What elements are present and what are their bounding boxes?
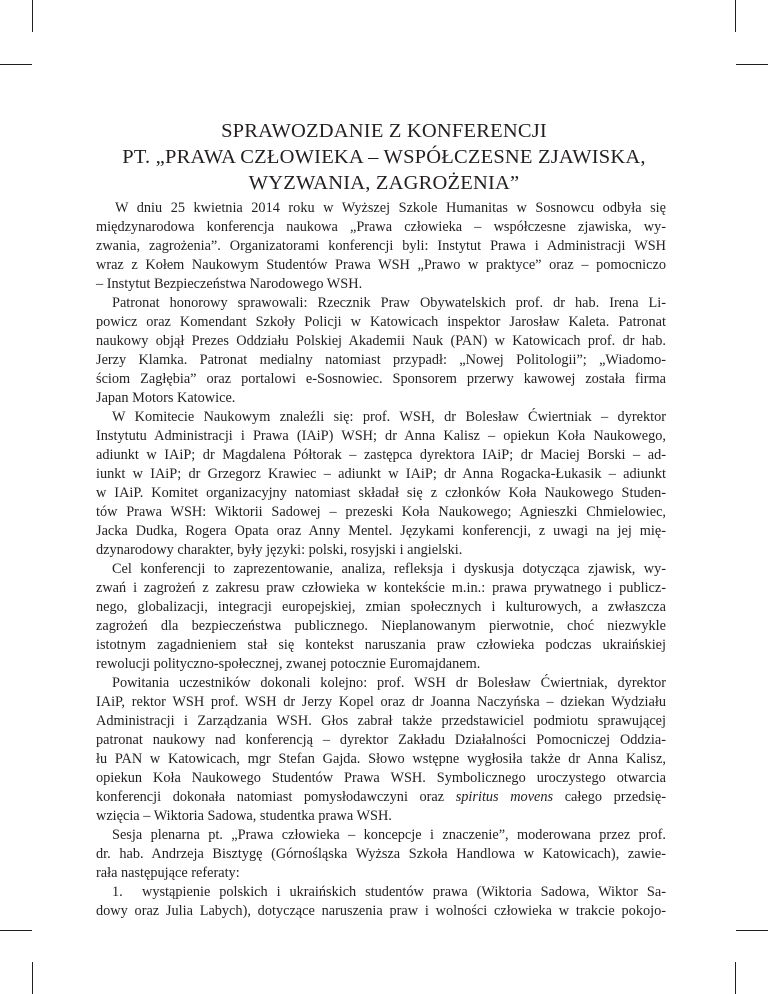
paragraph-5: [96, 674, 666, 826]
crop-mark-top-right-v: [735, 0, 736, 32]
paragraph-4: [96, 560, 666, 674]
text-line: Powitania uczestników dokonali kolejno: prof. WSH dr Bolesław Ćwiertniak, dyrektor: [112, 675, 666, 691]
text-line: łu PAN w Katowicach, mgr Stefan Gajda. Słowo wstępne wygłosiła także dr Anna Kalisz,: [96, 751, 666, 767]
text-line: powicz oraz Komendant Szkoły Policji w Katowicach inspektor Jarosław Kaleta. Patronat: [96, 314, 666, 330]
list-item-first-line: [96, 883, 666, 902]
list-item: [96, 883, 666, 921]
text-run: konferencji dokonała natomiast pomysłodawczyni oraz: [96, 789, 456, 805]
text-line: patronat naukowy nad konferencją – dyrektor Zakładu Działalności Pomocniczej Oddzia-: [96, 732, 666, 748]
text-line: W Komitecie Naukowym znaleźli się: prof. WSH, dr Bolesław Ćwiertniak – dyrektor: [112, 409, 666, 425]
text-line: Sesja plenarna pt. „Prawa człowieka – koncepcje i znaczenie”, moderowana przez prof.: [112, 827, 666, 843]
text-line: dr. hab. Andrzeja Bisztygę (Górnośląska Wyższa Szkoła Handlowa w Katowicach), zawie-: [96, 846, 666, 862]
text-line: międzynarodowa konferencja naukowa „Prawa człowieka – współczesne zjawiska, wy-: [96, 219, 666, 235]
title-line-3: WYZWANIA, ZAGROŻENIA”: [248, 172, 520, 194]
paragraph-1: [96, 199, 666, 294]
crop-mark-bottom-right-v: [735, 962, 736, 994]
paragraph-6: [96, 826, 666, 883]
text-run: wystąpienie polskich i ukraińskich studentów prawa (Wiktoria Sadowa, Wiktor Sa-: [142, 884, 666, 900]
text-line: rała następujące referaty:: [96, 865, 240, 881]
text-line: Administracji i Zarządzania WSH. Głos zabrał także przedstawiciel podmiotu sprawującej: [96, 713, 666, 729]
report-body: [96, 199, 666, 921]
crop-mark-top-left-h: [0, 64, 32, 65]
text-line: zagrożeń dla bezpieczeństwa publicznego. Nieplanowanym pierwotnie, choć niezwykle: [96, 618, 666, 634]
text-line: W dniu 25 kwietnia 2014 roku w Wyższej Szkole Humanitas w Sosnowcu odbyła się: [115, 200, 666, 216]
crop-mark-bottom-left-v: [32, 962, 33, 994]
text-line: zwań i zagrożeń z zakresu praw człowieka w kontekście m.in.: prawa prywatnego i publicz-: [96, 580, 666, 596]
report-title: [0, 118, 768, 196]
text-line: zwania, zagrożenia”. Organizatorami konferencji byli: Instytut Prawa i Administracji WSH: [96, 238, 666, 254]
text-run: całego przedsię-: [553, 789, 667, 805]
text-line: rewolucji polityczno-społecznej, zwanej potocznie Euromajdanem.: [96, 656, 481, 672]
crop-mark-top-left-v: [32, 0, 33, 32]
text-line: iunkt w IAiP; dr Grzegorz Krawiec – adiunkt w IAiP; dr Anna Rogacka-Łukasik – adiunkt: [96, 466, 666, 482]
text-line: Cel konferencji to zaprezentowanie, analiza, refleksja i dyskusja dotycząca zjawisk, wy-: [112, 561, 666, 577]
text-line: adiunkt w IAiP; dr Magdalena Półtorak – zastępca dyrektora IAiP; dr Maciej Borski – ad-: [96, 447, 666, 463]
text-line: wzięcia – Wiktoria Sadowa, studentka prawa WSH.: [96, 808, 392, 824]
text-line: Patronat honorowy sprawowali: Rzecznik Praw Obywatelskich prof. dr hab. Irena Li-: [112, 295, 666, 311]
text-line: Japan Motors Katowice.: [96, 390, 236, 406]
italic-phrase: spiritus movens: [455, 789, 554, 805]
text-line: IAiP, rektor WSH prof. WSH dr Jerzy Kopel oraz dr Joanna Naczyńska – dziekan Wydziału: [96, 694, 666, 710]
text-line: tów Prawa WSH: Wiktorii Sadowej – prezeski Koła Naukowego; Agnieszki Chmielowiec,: [96, 504, 666, 520]
paragraph-2: [96, 294, 666, 408]
text-line-with-italic: [96, 788, 666, 807]
text-line: – Instytut Bezpieczeństwa Narodowego WSH.: [96, 276, 363, 292]
title-line-2: PT. „PRAWA CZŁOWIEKA – WSPÓŁCZESNE ZJAWISKA,: [122, 146, 646, 168]
text-line: opiekun Koła Naukowego Studentów Prawa WSH. Symbolicznego uroczystego otwarcia: [96, 770, 666, 786]
title-line-1: SPRAWOZDANIE Z KONFERENCJI: [221, 120, 547, 142]
paragraph-3: [96, 408, 666, 560]
crop-mark-bottom-left-h: [0, 930, 32, 931]
crop-mark-top-right-h: [736, 64, 768, 65]
list-number: 1.: [112, 884, 123, 900]
text-line: Jacka Dudka, Rogera Opata oraz Anny Mentel. Językami konferencji, z uwagi na jej mię-: [96, 523, 666, 539]
text-line: dzynarodowy charakter, były języki: polski, rosyjski i angielski.: [96, 542, 463, 558]
crop-mark-bottom-right-h: [736, 930, 768, 931]
text-line: Jerzy Klamka. Patronat medialny natomiast przypadł: „Nowej Politologii”; „Wiadomo-: [96, 352, 666, 368]
text-line: naukowy objął Prezes Oddziału Polskiej Akademii Nauk (PAN) w Katowicach prof. dr hab.: [96, 333, 666, 349]
text-line: w IAiP. Komitet organizacyjny natomiast składał się z członków Koła Naukowego Studen-: [96, 485, 666, 501]
text-line: wraz z Kołem Naukowym Studentów Prawa WSH „Prawo w praktyce” oraz – pomocniczo: [96, 257, 666, 273]
text-line: dowy oraz Julia Labych), dotyczące naruszenia praw i wolności człowieka w trakcie pokojo-: [96, 903, 666, 919]
text-line: istotnym zagadnieniem stał się kontekst naruszania praw człowieka podczas ukraińskiej: [96, 637, 666, 653]
text-line: Instytutu Administracji i Prawa (IAiP) WSH; dr Anna Kalisz – opiekun Koła Naukowego,: [96, 428, 666, 444]
text-line: ściom Zagłębia” oraz portalowi e-Sosnowiec. Sponsorem przerwy kawowej została firma: [96, 371, 666, 387]
text-line: nego, globalizacji, integracji europejskiej, zmian społecznych i kulturowych, a zwłaszcza: [96, 599, 666, 615]
